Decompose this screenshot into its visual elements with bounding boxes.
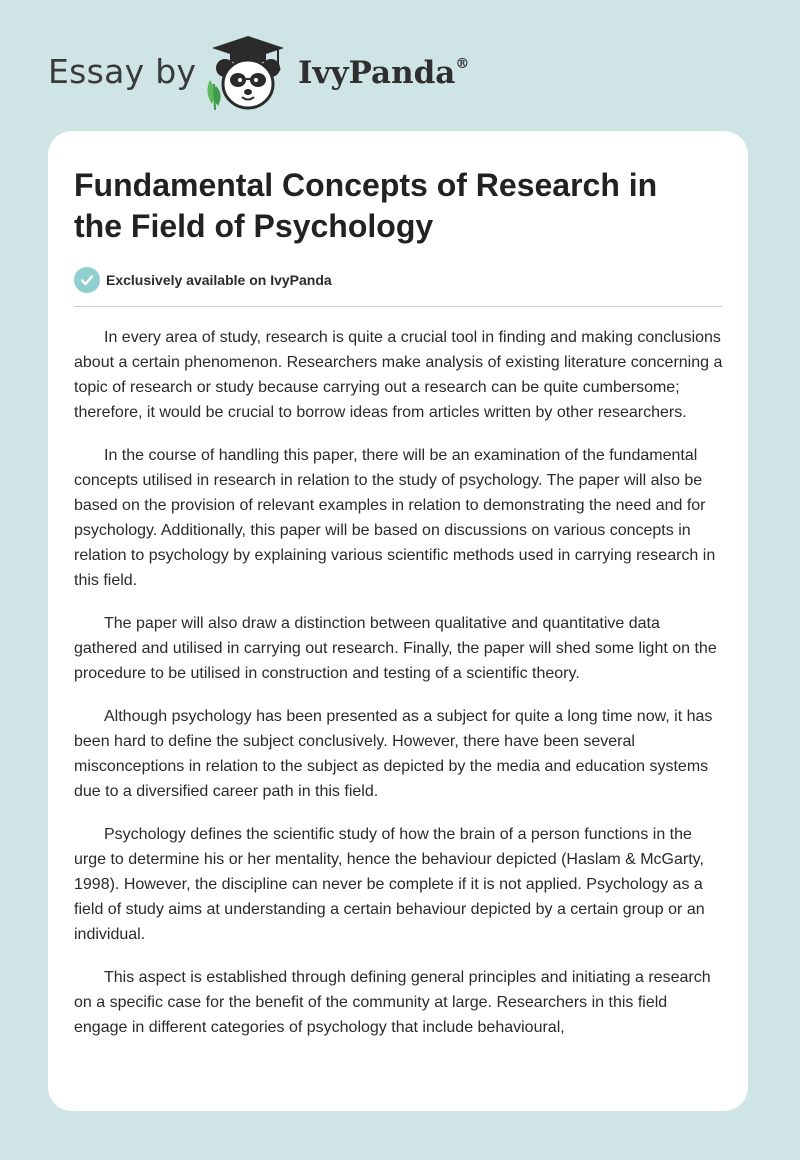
- essay-body: [74, 325, 724, 1040]
- page-title: Fundamental Concepts of Research in the Field of Psychology: [74, 167, 658, 244]
- brand-text: IvyPanda: [298, 55, 456, 91]
- essay-by-label: Essay by: [48, 52, 197, 91]
- paragraph: In the course of handling this paper, there will be an examination of the fundamental concepts utilised in research in relation to the study of psychology. The paper will also be based on the provision of relevant examples in relation to demonstrating the need and for psychology. Additionally, this paper will be based on discussions on various concepts in relation to psychology by explaining various scientific methods used in carrying research in this field.: [74, 447, 716, 589]
- paragraph: In every area of study, research is quite a crucial tool in finding and making conclusions about a certain phenomenon. Researchers make analysis of existing literature concerning a topic of research or study because carrying out a research can be quite cumbersome; therefore, it would be crucial to borrow ideas from articles written by other researchers.: [74, 329, 723, 421]
- title-divider: [74, 306, 722, 307]
- exclusive-badge: [74, 267, 722, 293]
- panda-graduate-icon[interactable]: [202, 34, 294, 112]
- paragraph: Although psychology has been presented as a subject for quite a long time now, it has been hard to define the subject conclusively. However, there have been several misconceptions in relation to the subject as depicted by the media and education systems due to a diversified career path in this field.: [74, 708, 713, 800]
- paragraph: The paper will also draw a distinction between qualitative and quantitative data gathered and utilised in carrying out research. Finally, the paper will shed some light on the procedure to be utilised in construction and testing of a scientific theory.: [74, 615, 717, 682]
- exclusive-badge-label: Exclusively available on IvyPanda: [106, 272, 332, 288]
- check-circle-icon: [74, 267, 100, 293]
- registered-mark: ®: [455, 55, 470, 72]
- site-header: [48, 34, 568, 114]
- paragraph: Psychology defines the scientific study of how the brain of a person functions in the urge to determine his or her mentality, hence the behaviour depicted (Haslam & McGarty, 1998). However, the discipline can never be complete if it is not applied. Psychology as a field of study aims at understanding a certain behaviour depicted by a certain group or an individual.: [74, 826, 705, 943]
- brand-name[interactable]: [298, 55, 469, 91]
- paragraph: This aspect is established through defining general principles and initiating a research on a specific case for the benefit of the community at large. Researchers in this field engage in different categories of psychology that include behavioural,: [74, 969, 711, 1036]
- essay-card: [48, 131, 748, 1111]
